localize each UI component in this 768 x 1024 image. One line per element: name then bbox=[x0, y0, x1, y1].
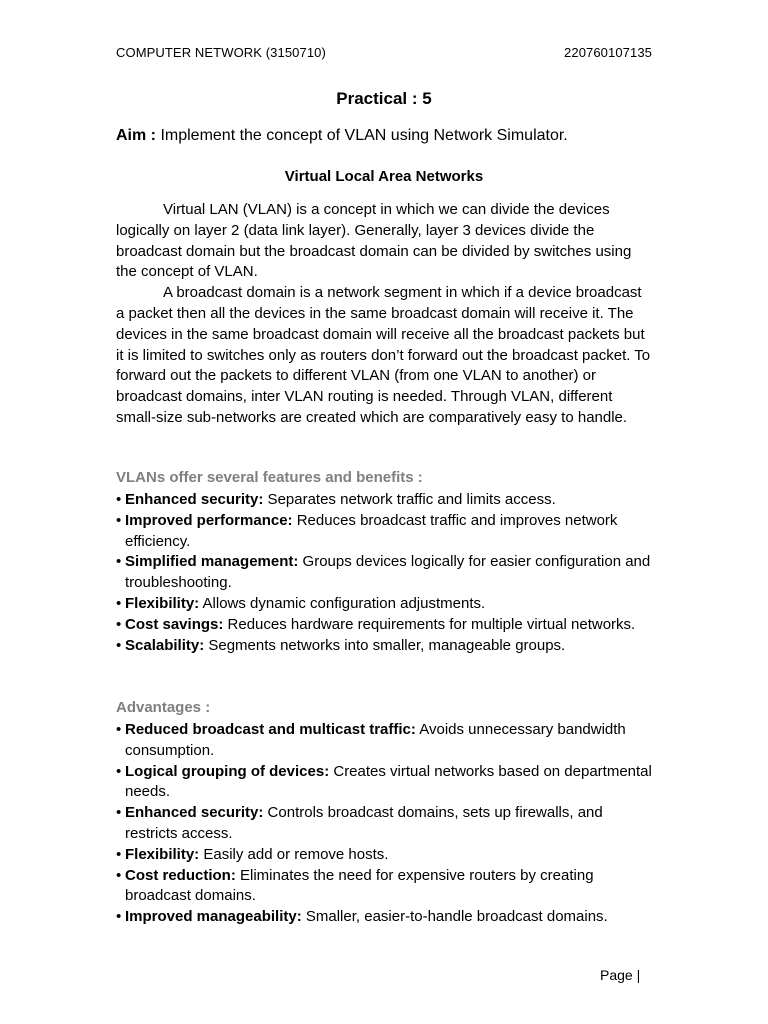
item-desc: Easily add or remove hosts. bbox=[199, 845, 389, 863]
item-term: Enhanced security: bbox=[125, 491, 264, 508]
item-term: Simplified management: bbox=[125, 553, 299, 571]
intro-text bbox=[116, 200, 652, 429]
item-desc: Groups devices logically for easier configuration and troubleshooting. bbox=[125, 553, 651, 592]
list-item bbox=[116, 552, 656, 594]
item-term: Improved performance: bbox=[125, 511, 293, 529]
item-term: Cost reduction: bbox=[125, 866, 236, 884]
bullet-icon: • bbox=[116, 804, 122, 822]
list-item bbox=[116, 762, 656, 804]
item-term: Cost savings: bbox=[125, 615, 224, 633]
advantages-heading: Advantages : bbox=[116, 699, 211, 716]
bullet-icon: • bbox=[116, 615, 122, 633]
item-term: Enhanced security: bbox=[125, 804, 264, 822]
bullet-icon: • bbox=[116, 636, 122, 654]
practical-title: Practical : 5 bbox=[336, 89, 432, 108]
aim-label: Aim : bbox=[116, 127, 156, 144]
list-item bbox=[116, 845, 656, 866]
bullet-icon: • bbox=[116, 491, 122, 508]
list-item bbox=[116, 803, 656, 845]
header-course: COMPUTER NETWORK (3150710) bbox=[116, 45, 326, 60]
item-term: Improved manageability: bbox=[125, 908, 302, 926]
features-list bbox=[116, 490, 656, 656]
paragraph: Virtual LAN (VLAN) is a concept in which we can divide the devices logically on layer 2 (data link layer). Generally, layer 3 devices divide the broadcast domain but the broadcast domain can be divided by switches using the concept of VLAN. bbox=[116, 201, 632, 281]
page-footer: Page | bbox=[600, 967, 641, 983]
item-desc: Smaller, easier-to-handle broadcast domains. bbox=[301, 908, 608, 926]
item-desc: Avoids unnecessary bandwidth consumption. bbox=[125, 721, 626, 759]
list-item bbox=[116, 720, 656, 762]
list-item bbox=[116, 594, 656, 615]
bullet-icon: • bbox=[116, 553, 122, 571]
bullet-icon: • bbox=[116, 845, 122, 863]
item-desc: Separates network traffic and limits access. bbox=[263, 491, 556, 508]
item-term: Logical grouping of devices: bbox=[125, 762, 330, 780]
bullet-icon: • bbox=[116, 594, 122, 612]
item-desc: Creates virtual networks based on departmental needs. bbox=[125, 762, 652, 801]
list-item bbox=[116, 907, 656, 928]
page-header bbox=[116, 45, 652, 60]
list-item bbox=[116, 866, 656, 908]
section-title: Virtual Local Area Networks bbox=[284, 168, 484, 185]
bullet-icon: • bbox=[116, 866, 122, 884]
item-desc: Allows dynamic configuration adjustments. bbox=[199, 594, 486, 612]
list-item bbox=[116, 490, 656, 511]
bullet-icon: • bbox=[116, 908, 122, 926]
item-desc: Reduces broadcast traffic and improves network efficiency. bbox=[125, 511, 618, 550]
features-heading: VLANs offer several features and benefits : bbox=[116, 469, 423, 486]
header-enrollment-number: 220760107135 bbox=[564, 45, 652, 60]
bullet-icon: • bbox=[116, 511, 122, 529]
bullet-icon: • bbox=[116, 721, 122, 738]
item-term: Scalability: bbox=[125, 636, 205, 654]
aim-line bbox=[116, 127, 676, 145]
advantages-list bbox=[116, 720, 656, 928]
bullet-icon: • bbox=[116, 762, 122, 780]
item-term: Flexibility: bbox=[125, 594, 200, 612]
list-item bbox=[116, 636, 656, 657]
item-term: Reduced broadcast and multicast traffic: bbox=[125, 721, 416, 738]
paragraph: A broadcast domain is a network segment in which if a device broadcast a packet then all the devices in the same broadcast domain will receive it. The devices in the same broadcast domain will receive all the broadcast packets but it is limited to switches only as routers don’t forward out the broadcast packet. To forward out the packets to different VLAN (from one VLAN to another) or broadcast domains, inter VLAN routing is needed. Through VLAN, different small-size sub-networks are created which are comparatively easy to handle. bbox=[116, 284, 651, 426]
list-item bbox=[116, 615, 656, 636]
item-desc: Eliminates the need for expensive routers by creating broadcast domains. bbox=[125, 866, 594, 905]
aim-text: Implement the concept of VLAN using Network Simulator. bbox=[156, 127, 568, 144]
item-term: Flexibility: bbox=[125, 845, 200, 863]
list-item bbox=[116, 511, 656, 553]
item-desc: Segments networks into smaller, manageable groups. bbox=[204, 636, 566, 654]
item-desc: Controls broadcast domains, sets up firewalls, and restricts access. bbox=[125, 804, 603, 842]
item-desc: Reduces hardware requirements for multiple virtual networks. bbox=[223, 615, 636, 633]
